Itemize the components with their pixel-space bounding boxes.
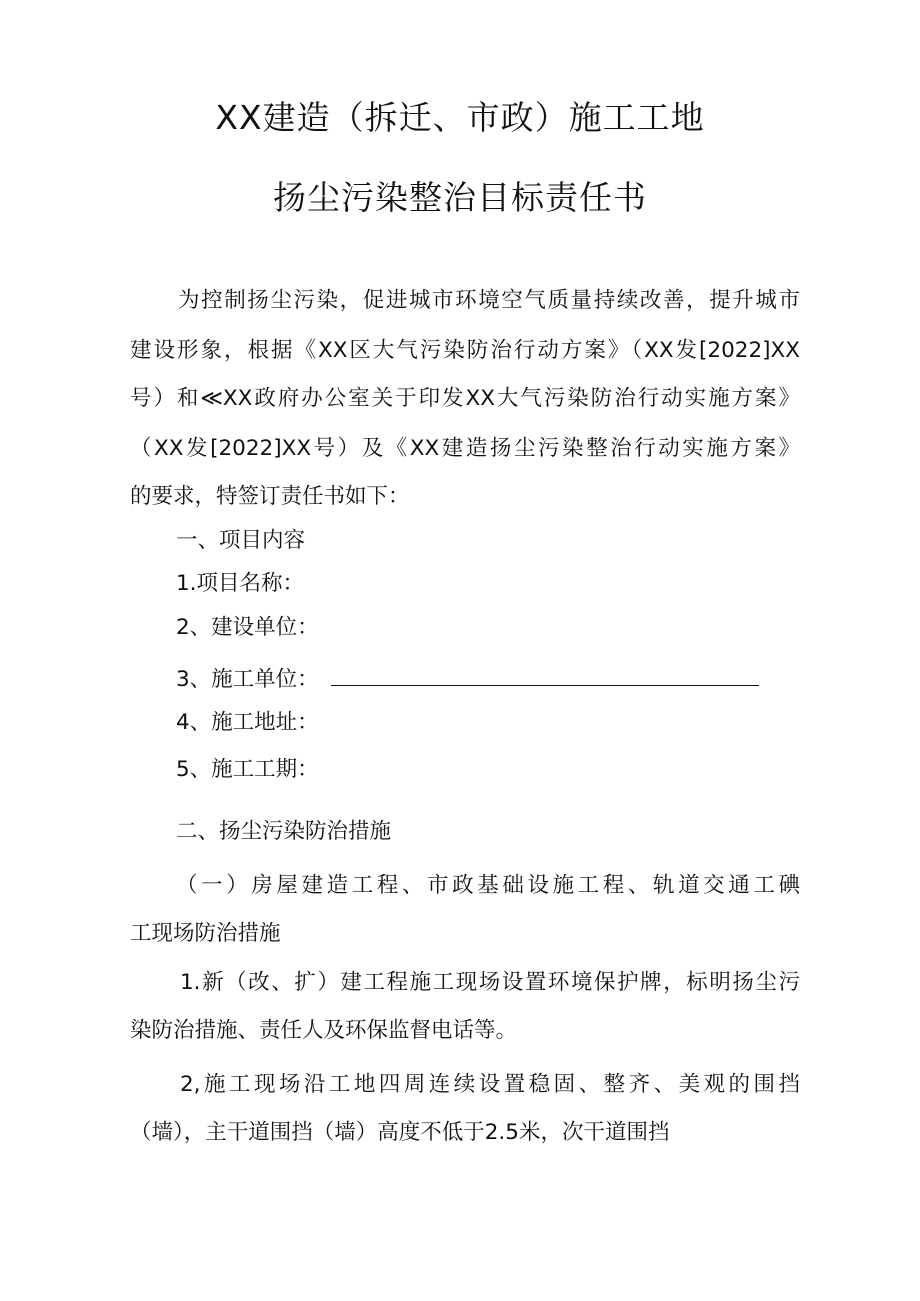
item1-line: 染防治措施、责任人及环保监督电话等。 [130,1018,518,1043]
item2-line: 2,施工现场沿工地四周连续设置稳固、整齐、美观的围挡 [180,1072,800,1097]
field-project-name: 1.项目名称： [176,571,305,596]
intro-line: 建设形象，根据《XX区大气污染防治行动方案》（XX发[2022]XX [130,338,800,363]
item2-line: （墙），主干道围挡（墙）高度不低于2.5米，次干道围挡 [130,1120,670,1145]
field-construction-address: 4、施工地址： [176,710,319,735]
intro-line: 号）和≪XX政府办公室关于印发XX大气污染防治行动实施方案》 [130,386,800,411]
document-title-line2: 扬尘污染整治目标责任书 [273,178,647,217]
field-construction-period: 5、施工工期： [176,757,319,782]
intro-line: 的要求，特签订责任书如下： [130,484,410,509]
intro-line: （XX发[2022]XX号）及《XX建造扬尘污染整治行动实施方案》 [130,436,800,461]
contractor-blank-line [331,665,759,686]
subsection1-line: （一）房屋建造工程、市政基础设施工程、轨道交通工碘 [176,873,800,898]
subsection1-line: 工现场防治措施 [130,921,281,946]
field-contractor-label: 3、施工单位： [176,667,319,692]
intro-line: 为控制扬尘污染，促进城市环境空气质量持续改善，提升城市 [178,288,800,313]
section1-heading: 一、项目内容 [176,528,306,553]
field-construction-owner: 2、建设单位： [176,615,319,640]
field-contractor [176,665,759,694]
document-title-line1: XX建造（拆迁、市政）施工工地 [215,98,705,137]
item1-line: 1.新（改、扩）建工程施工现场设置环境保护牌，标明扬尘污 [180,970,800,995]
section2-heading: 二、扬尘污染防治措施 [176,819,392,844]
